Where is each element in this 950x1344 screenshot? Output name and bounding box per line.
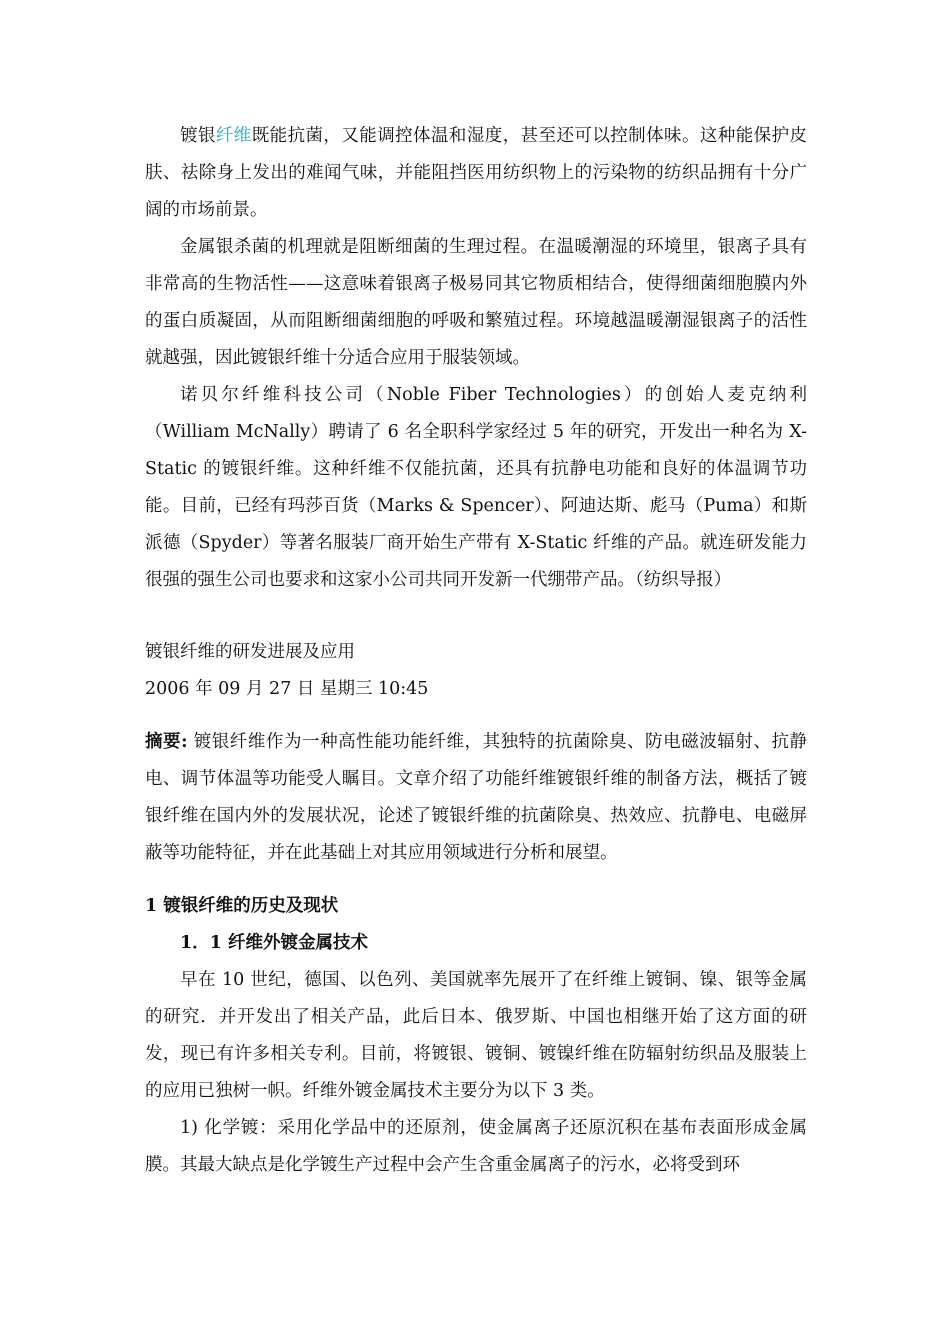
paragraph-prefix: 镀银 [180, 126, 216, 146]
paragraph-antibacterial-mechanism: 金属银杀菌的机理就是阻断细菌的生理过程。在温暖潮湿的环境里，银离子具有非常高的生物活性——这意味着银离子极易同其它物质相结合，使得细菌细胞膜内外的蛋白质凝固，从而阻断细菌细胞的呼吸和繁殖过程。环境越温暖潮湿银离子的活性就越强，因此镀银纤维十分适合应用于服装领域。 [145, 237, 807, 368]
article-date: 2006 年 09 月 27 日 星期三 10:45 [145, 679, 429, 699]
paragraph-noble-fiber: 诺贝尔纤维科技公司（Noble Fiber Technologies）的创始人麦克纳利（William McNally）聘请了 6 名全职科学家经过 5 年的研究，开发出一种名为 X-Static 的镀银纤维。这种纤维不仅能抗菌，还具有抗静电功能和良好的体温调节功能。目前，已经有玛莎百货（Marks & Spencer）、阿迪达斯、彪马（Puma）和斯派德（Spyder）等著名服装厂商开始生产带有 X-Static 纤维的产品。就连研发能力很强的强生公司也要求和这家小公司共同开发新一代绷带产品。（纺织导报） [145, 385, 807, 590]
article-title: 镀银纤维的研发进展及应用 [145, 642, 355, 662]
section-gap [145, 599, 807, 634]
abstract-text: 镀银纤维作为一种高性能功能纤维，其独特的抗菌除臭、防电磁波辐射、抗静电、调节体温等功能受人瞩目。文章介绍了功能纤维镀银纤维的制备方法，概括了镀银纤维在国内外的发展状况，论述了镀银纤维的抗菌除臭、热效应、抗静电、电磁屏蔽等功能特征，并在此基础上对其应用领域进行分析和展望。 [145, 732, 807, 863]
abstract-paragraph [145, 724, 807, 872]
document-body [145, 118, 807, 1184]
paragraph-silver-fiber-intro [145, 118, 807, 229]
abstract-label: 摘要 [145, 732, 182, 752]
section-heading: 1 镀银纤维的历史及现状 [145, 896, 339, 916]
paragraph-chemical-plating: 1) 化学镀：采用化学品中的还原剂，使金属离子还原沉积在基布表面形成金属膜。其最大缺点是化学镀生产过程中会产生含重金属离子的污水，必将受到环 [145, 1118, 807, 1175]
paragraph-text: 既能抗菌，又能调控体温和湿度，甚至还可以控制体味。这种能保护皮肤、祛除身上发出的难闻气味，并能阻挡医用纺织物上的污染物的纺织品拥有十分广阔的市场前景。 [145, 126, 808, 220]
fiber-link[interactable]: 纤维 [215, 126, 252, 146]
section-gap [145, 708, 807, 724]
subsection-heading: 1．1 纤维外镀金属技术 [180, 933, 368, 953]
paragraph-history: 早在 10 世纪，德国、以色列、美国就率先展开了在纤维上镀铜、镍、银等金属的研究．并开发出了相关产品，此后日本、俄罗斯、中国也相继开始了这方面的研发，现已有许多相关专利。目前，将镀银、镀铜、镀镍纤维在防辐射纺织品及服装上的应用已独树一帜。纤维外镀金属技术主要分为以下 3 类。 [145, 970, 807, 1101]
abstract-colon: : [181, 732, 188, 752]
section-gap [145, 872, 807, 888]
